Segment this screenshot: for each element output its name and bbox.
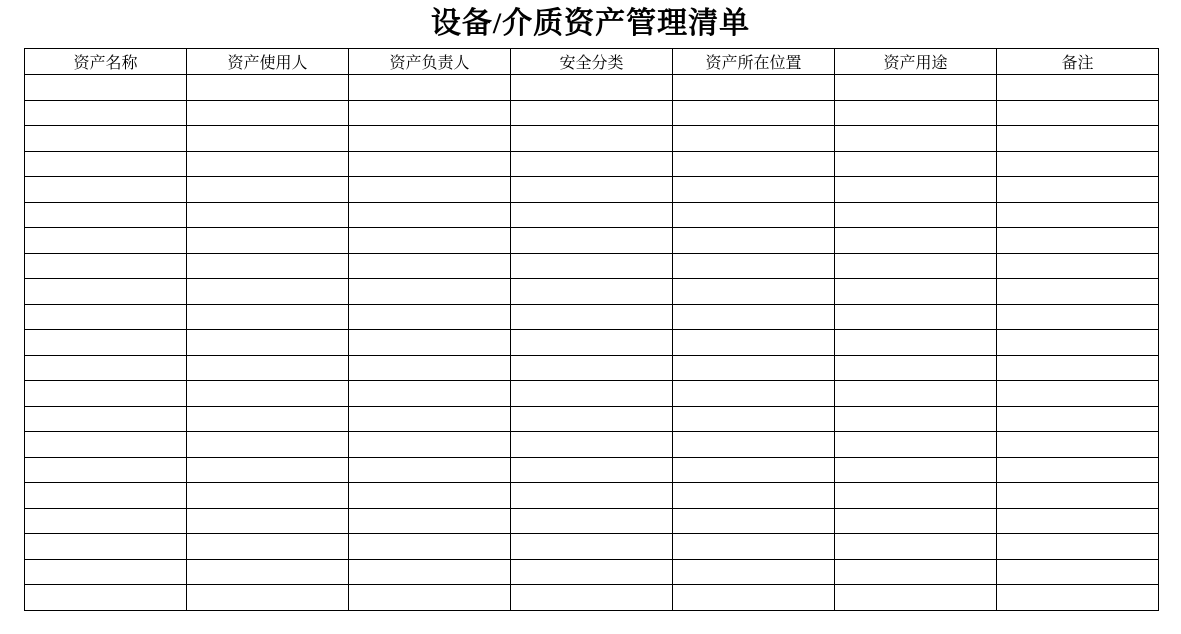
cell-asset-name[interactable] <box>25 432 187 458</box>
cell-asset-location[interactable] <box>673 177 835 203</box>
table-body <box>25 75 1159 611</box>
cell-asset-name[interactable] <box>25 228 187 254</box>
cell-asset-owner[interactable] <box>349 177 511 203</box>
cell-remarks[interactable] <box>997 381 1159 407</box>
cell-asset-name[interactable] <box>25 483 187 509</box>
cell-remarks[interactable] <box>997 151 1159 177</box>
cell-asset-name[interactable] <box>25 126 187 152</box>
cell-asset-user[interactable] <box>187 100 349 126</box>
table-row <box>25 151 1159 177</box>
cell-asset-owner[interactable] <box>349 228 511 254</box>
cell-asset-user[interactable] <box>187 253 349 279</box>
cell-asset-purpose[interactable] <box>835 432 997 458</box>
page-title: 设备/介质资产管理清单 <box>430 7 751 40</box>
cell-asset-owner[interactable] <box>349 279 511 305</box>
cell-asset-location[interactable] <box>673 585 835 611</box>
table-row <box>25 406 1159 432</box>
cell-asset-location[interactable] <box>673 100 835 126</box>
table-row <box>25 483 1159 509</box>
column-header-remarks: 备注 <box>997 49 1159 75</box>
cell-asset-name[interactable] <box>25 151 187 177</box>
column-header-asset-location: 资产所在位置 <box>673 49 835 75</box>
cell-security-class[interactable] <box>511 559 673 585</box>
cell-asset-purpose[interactable] <box>835 253 997 279</box>
table-row <box>25 355 1159 381</box>
cell-asset-owner[interactable] <box>349 559 511 585</box>
table-row <box>25 381 1159 407</box>
cell-asset-location[interactable] <box>673 457 835 483</box>
cell-asset-name[interactable] <box>25 508 187 534</box>
cell-asset-owner[interactable] <box>349 75 511 101</box>
cell-remarks[interactable] <box>997 406 1159 432</box>
cell-security-class[interactable] <box>511 508 673 534</box>
asset-management-table <box>24 48 1159 611</box>
cell-asset-name[interactable] <box>25 406 187 432</box>
table-row <box>25 100 1159 126</box>
cell-asset-purpose[interactable] <box>835 330 997 356</box>
cell-remarks[interactable] <box>997 100 1159 126</box>
cell-asset-purpose[interactable] <box>835 457 997 483</box>
cell-asset-purpose[interactable] <box>835 483 997 509</box>
cell-asset-purpose[interactable] <box>835 279 997 305</box>
cell-asset-owner[interactable] <box>349 381 511 407</box>
cell-asset-owner[interactable] <box>349 253 511 279</box>
table-row <box>25 559 1159 585</box>
cell-asset-purpose[interactable] <box>835 228 997 254</box>
cell-asset-location[interactable] <box>673 381 835 407</box>
cell-remarks[interactable] <box>997 177 1159 203</box>
cell-asset-owner[interactable] <box>349 585 511 611</box>
cell-asset-purpose[interactable] <box>835 381 997 407</box>
cell-asset-location[interactable] <box>673 508 835 534</box>
cell-asset-name[interactable] <box>25 330 187 356</box>
cell-asset-purpose[interactable] <box>835 151 997 177</box>
cell-asset-name[interactable] <box>25 585 187 611</box>
cell-asset-name[interactable] <box>25 534 187 560</box>
table-row <box>25 585 1159 611</box>
cell-asset-user[interactable] <box>187 432 349 458</box>
column-header-asset-purpose: 资产用途 <box>835 49 997 75</box>
cell-remarks[interactable] <box>997 228 1159 254</box>
cell-asset-location[interactable] <box>673 304 835 330</box>
cell-asset-user[interactable] <box>187 355 349 381</box>
cell-asset-user[interactable] <box>187 202 349 228</box>
table-row <box>25 279 1159 305</box>
cell-security-class[interactable] <box>511 126 673 152</box>
cell-asset-user[interactable] <box>187 406 349 432</box>
cell-asset-name[interactable] <box>25 75 187 101</box>
table-row <box>25 177 1159 203</box>
cell-security-class[interactable] <box>511 534 673 560</box>
table-row <box>25 508 1159 534</box>
cell-asset-location[interactable] <box>673 534 835 560</box>
cell-asset-owner[interactable] <box>349 202 511 228</box>
cell-asset-purpose[interactable] <box>835 355 997 381</box>
cell-remarks[interactable] <box>997 559 1159 585</box>
column-header-security-class: 安全分类 <box>511 49 673 75</box>
cell-security-class[interactable] <box>511 202 673 228</box>
cell-asset-location[interactable] <box>673 483 835 509</box>
cell-asset-user[interactable] <box>187 75 349 101</box>
cell-asset-purpose[interactable] <box>835 202 997 228</box>
cell-asset-purpose[interactable] <box>835 75 997 101</box>
cell-asset-owner[interactable] <box>349 406 511 432</box>
cell-security-class[interactable] <box>511 253 673 279</box>
cell-security-class[interactable] <box>511 177 673 203</box>
cell-asset-user[interactable] <box>187 151 349 177</box>
cell-remarks[interactable] <box>997 457 1159 483</box>
cell-asset-owner[interactable] <box>349 330 511 356</box>
document-page <box>0 4 1181 634</box>
cell-security-class[interactable] <box>511 75 673 101</box>
cell-asset-owner[interactable] <box>349 457 511 483</box>
table-row <box>25 126 1159 152</box>
cell-asset-owner[interactable] <box>349 355 511 381</box>
table-row <box>25 330 1159 356</box>
cell-security-class[interactable] <box>511 151 673 177</box>
cell-asset-purpose[interactable] <box>835 585 997 611</box>
cell-security-class[interactable] <box>511 100 673 126</box>
table-row <box>25 304 1159 330</box>
cell-remarks[interactable] <box>997 483 1159 509</box>
cell-remarks[interactable] <box>997 508 1159 534</box>
cell-asset-purpose[interactable] <box>835 100 997 126</box>
cell-asset-location[interactable] <box>673 432 835 458</box>
cell-asset-name[interactable] <box>25 100 187 126</box>
cell-asset-purpose[interactable] <box>835 534 997 560</box>
cell-asset-location[interactable] <box>673 151 835 177</box>
cell-asset-owner[interactable] <box>349 508 511 534</box>
cell-asset-location[interactable] <box>673 253 835 279</box>
cell-asset-name[interactable] <box>25 253 187 279</box>
table-row <box>25 253 1159 279</box>
cell-security-class[interactable] <box>511 432 673 458</box>
column-header-asset-user: 资产使用人 <box>187 49 349 75</box>
cell-remarks[interactable] <box>997 202 1159 228</box>
cell-asset-location[interactable] <box>673 228 835 254</box>
cell-asset-user[interactable] <box>187 304 349 330</box>
cell-asset-location[interactable] <box>673 355 835 381</box>
cell-asset-owner[interactable] <box>349 304 511 330</box>
cell-security-class[interactable] <box>511 483 673 509</box>
cell-asset-name[interactable] <box>25 202 187 228</box>
cell-security-class[interactable] <box>511 330 673 356</box>
cell-remarks[interactable] <box>997 304 1159 330</box>
cell-remarks[interactable] <box>997 75 1159 101</box>
cell-asset-purpose[interactable] <box>835 508 997 534</box>
table-row <box>25 228 1159 254</box>
cell-security-class[interactable] <box>511 406 673 432</box>
cell-remarks[interactable] <box>997 126 1159 152</box>
cell-asset-owner[interactable] <box>349 432 511 458</box>
table-header <box>25 49 1159 75</box>
cell-asset-name[interactable] <box>25 381 187 407</box>
cell-asset-location[interactable] <box>673 406 835 432</box>
cell-remarks[interactable] <box>997 253 1159 279</box>
cell-security-class[interactable] <box>511 228 673 254</box>
column-header-asset-owner: 资产负责人 <box>349 49 511 75</box>
cell-asset-location[interactable] <box>673 279 835 305</box>
cell-asset-owner[interactable] <box>349 151 511 177</box>
cell-asset-user[interactable] <box>187 330 349 356</box>
cell-security-class[interactable] <box>511 585 673 611</box>
cell-asset-user[interactable] <box>187 585 349 611</box>
cell-remarks[interactable] <box>997 432 1159 458</box>
cell-asset-owner[interactable] <box>349 534 511 560</box>
cell-remarks[interactable] <box>997 355 1159 381</box>
table-row <box>25 432 1159 458</box>
table-row <box>25 202 1159 228</box>
table-row <box>25 457 1159 483</box>
cell-asset-name[interactable] <box>25 279 187 305</box>
cell-asset-name[interactable] <box>25 177 187 203</box>
cell-asset-location[interactable] <box>673 202 835 228</box>
cell-asset-user[interactable] <box>187 126 349 152</box>
cell-security-class[interactable] <box>511 457 673 483</box>
cell-asset-user[interactable] <box>187 508 349 534</box>
cell-asset-location[interactable] <box>673 126 835 152</box>
cell-asset-user[interactable] <box>187 177 349 203</box>
cell-asset-owner[interactable] <box>349 126 511 152</box>
cell-asset-location[interactable] <box>673 75 835 101</box>
cell-remarks[interactable] <box>997 330 1159 356</box>
cell-security-class[interactable] <box>511 381 673 407</box>
table-row <box>25 534 1159 560</box>
cell-asset-purpose[interactable] <box>835 177 997 203</box>
cell-asset-user[interactable] <box>187 381 349 407</box>
cell-security-class[interactable] <box>511 279 673 305</box>
cell-remarks[interactable] <box>997 585 1159 611</box>
cell-asset-name[interactable] <box>25 559 187 585</box>
cell-asset-owner[interactable] <box>349 100 511 126</box>
cell-asset-owner[interactable] <box>349 483 511 509</box>
cell-asset-location[interactable] <box>673 559 835 585</box>
column-header-asset-name: 资产名称 <box>25 49 187 75</box>
cell-asset-purpose[interactable] <box>835 559 997 585</box>
cell-remarks[interactable] <box>997 279 1159 305</box>
cell-asset-user[interactable] <box>187 559 349 585</box>
cell-asset-name[interactable] <box>25 355 187 381</box>
cell-remarks[interactable] <box>997 534 1159 560</box>
cell-security-class[interactable] <box>511 304 673 330</box>
cell-asset-name[interactable] <box>25 304 187 330</box>
cell-asset-purpose[interactable] <box>835 126 997 152</box>
cell-asset-user[interactable] <box>187 457 349 483</box>
cell-asset-location[interactable] <box>673 330 835 356</box>
cell-asset-user[interactable] <box>187 534 349 560</box>
cell-asset-user[interactable] <box>187 279 349 305</box>
header-row <box>25 49 1159 75</box>
cell-asset-user[interactable] <box>187 228 349 254</box>
cell-asset-user[interactable] <box>187 483 349 509</box>
cell-asset-purpose[interactable] <box>835 406 997 432</box>
cell-asset-name[interactable] <box>25 457 187 483</box>
cell-security-class[interactable] <box>511 355 673 381</box>
cell-asset-purpose[interactable] <box>835 304 997 330</box>
table-row <box>25 75 1159 101</box>
